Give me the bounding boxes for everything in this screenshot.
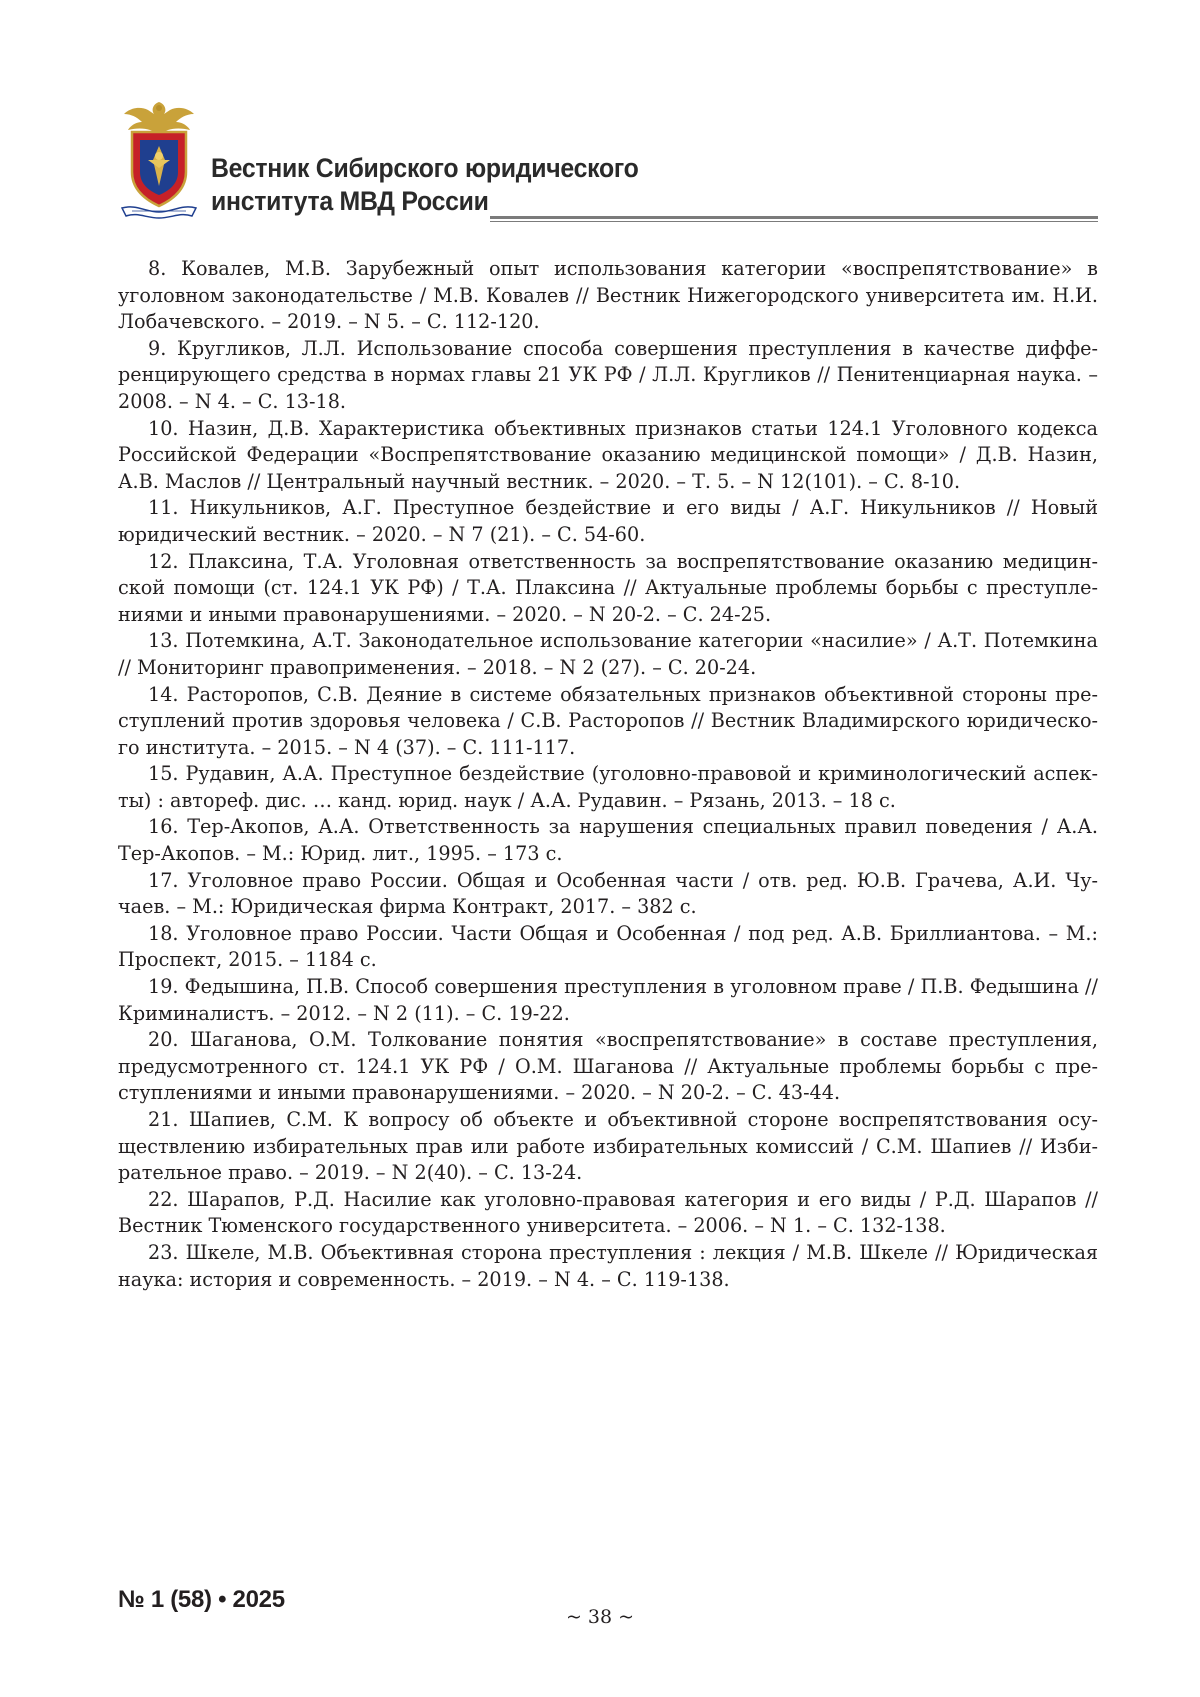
reference-item: 17. Уголовное право России. Общая и Особенная части / отв. ред. Ю.В. Грачева, А.И. Чу­чаев. – М.: Юридическая фирма Контракт, 2017. – 382 с.: [118, 868, 1098, 921]
reference-item: 22. Шарапов, Р.Д. Насилие как уголовно-правовая категория и его виды / Р.Д. Шарапов // Вестник Тюменского государственного университета. – 2006. – N 1. – С. 132-138.: [118, 1187, 1098, 1240]
page-number: ~ 38 ~: [0, 1606, 1200, 1628]
journal-title-line1: Вестник Сибирского юридического: [211, 152, 639, 185]
reference-item: 14. Расторопов, С.В. Деяние в системе обязательных признаков объективной стороны пре­ступлений против здоровья человека / С.В. Расторопов // Вестник Владимирского юридическо­го института. – 2015. – N 4 (37). – С. 111-117.: [118, 682, 1098, 762]
reference-item: 11. Никульников, А.Г. Преступное бездействие и его виды / А.Г. Никульников // Новый юридический вестник. – 2020. – N 7 (21). – С. 54-60.: [118, 495, 1098, 548]
reference-item: 9. Кругликов, Л.Л. Использование способа совершения преступления в качестве диффе­ренцирующего средства в нормах главы 21 УК РФ / Л.Л. Кругликов // Пенитенциарная наука. – 2008. – N 4. – С. 13-18.: [118, 336, 1098, 416]
page-header: [118, 100, 1098, 230]
references-list: [118, 256, 1098, 1293]
reference-item: 10. Назин, Д.В. Характеристика объективных признаков статьи 124.1 Уголовного кодекса Российской Федерации «Воспрепятствование оказанию медицинской помощи» / Д.В. Назин, А.В. Маслов // Центральный научный вестник. – 2020. – Т. 5. – N 12(101). – С. 8-10.: [118, 416, 1098, 496]
coat-of-arms-emblem: [118, 100, 200, 220]
reference-item: 12. Плаксина, Т.А. Уголовная ответственность за воспрепятствование оказанию медицин­ской помощи (ст. 124.1 УК РФ) / Т.А. Плаксина // Актуальные проблемы борьбы с преступле­ниями и иными правонарушениями. – 2020. – N 20-2. – С. 24-25.: [118, 549, 1098, 629]
journal-title-line2: института МВД России: [211, 185, 639, 218]
reference-item: 20. Шаганова, О.М. Толкование понятия «воспрепятствование» в составе преступления, предусмотренного ст. 124.1 УК РФ / О.М. Шаганова // Актуальные проблемы борьбы с пре­ступлениями и иными правонарушениями. – 2020. – N 20-2. – С. 43-44.: [118, 1027, 1098, 1107]
reference-item: 21. Шапиев, С.М. К вопросу об объекте и объективной стороне воспрепятствования осу­ществлению избирательных прав или работе избирательных комиссий / С.М. Шапиев // Изби­рательное право. – 2019. – N 2(40). – С. 13-24.: [118, 1107, 1098, 1187]
issue-number: № 1 (58) • 2025: [118, 1586, 285, 1614]
journal-title: [211, 152, 639, 218]
reference-item: 23. Шкеле, М.В. Объективная сторона преступления : лекция / М.В. Шкеле // Юридическая наука: история и современность. – 2019. – N 4. – С. 119-138.: [118, 1240, 1098, 1293]
reference-item: 15. Рудавин, А.А. Преступное бездействие (уголовно-правовой и криминологический аспек­ты) : автореф. дис. … канд. юрид. наук / А.А. Рудавин. – Рязань, 2013. – 18 с.: [118, 761, 1098, 814]
reference-item: 19. Федышина, П.В. Способ совершения преступления в уголовном праве / П.В. Федышина // Криминалистъ. – 2012. – N 2 (11). – С. 19-22.: [118, 974, 1098, 1027]
reference-item: 13. Потемкина, А.Т. Законодательное использование категории «насилие» / А.Т. Потемкина // Мониторинг правоприменения. – 2018. – N 2 (27). – С. 20-24.: [118, 628, 1098, 681]
reference-item: 16. Тер-Акопов, А.А. Ответственность за нарушения специальных правил поведения / А.А. Тер-Акопов. – М.: Юрид. лит., 1995. – 173 с.: [118, 814, 1098, 867]
header-rule: [490, 216, 1098, 224]
reference-item: 18. Уголовное право России. Части Общая и Особенная / под ред. А.В. Бриллиантова. – М.: Проспект, 2015. – 1184 с.: [118, 921, 1098, 974]
reference-item: 8. Ковалев, М.В. Зарубежный опыт использования категории «воспрепятствование» в уголовном законодательстве / М.В. Ковалев // Вестник Нижегородского университета им. Н.И. Лобачевского. – 2019. – N 5. – С. 112-120.: [118, 256, 1098, 336]
